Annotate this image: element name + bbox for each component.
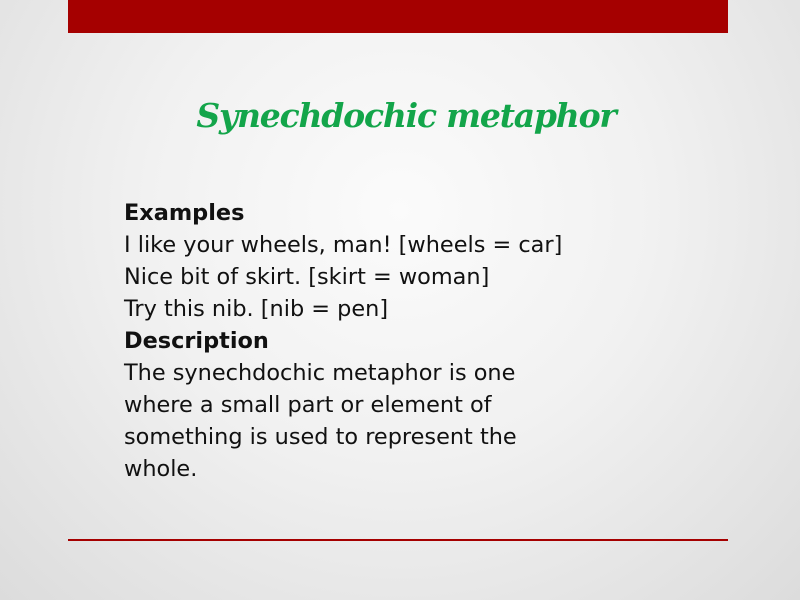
example-item: Try this nib. [nib = pen] <box>124 296 389 322</box>
description-line: The synechdochic metaphor is one <box>124 360 516 386</box>
description-heading: Description <box>124 328 269 354</box>
description-line: whole. <box>124 456 198 482</box>
slide-body <box>124 197 684 485</box>
slide-title: Synechdochic metaphor <box>196 96 616 135</box>
example-item: I like your wheels, man! [wheels = car] <box>124 232 563 258</box>
bottom-divider <box>68 539 728 541</box>
top-accent-bar <box>68 0 728 33</box>
example-item: Nice bit of skirt. [skirt = woman] <box>124 264 490 290</box>
examples-heading: Examples <box>124 200 245 226</box>
description-line: where a small part or element of <box>124 392 492 418</box>
description-line: something is used to represent the <box>124 424 517 450</box>
